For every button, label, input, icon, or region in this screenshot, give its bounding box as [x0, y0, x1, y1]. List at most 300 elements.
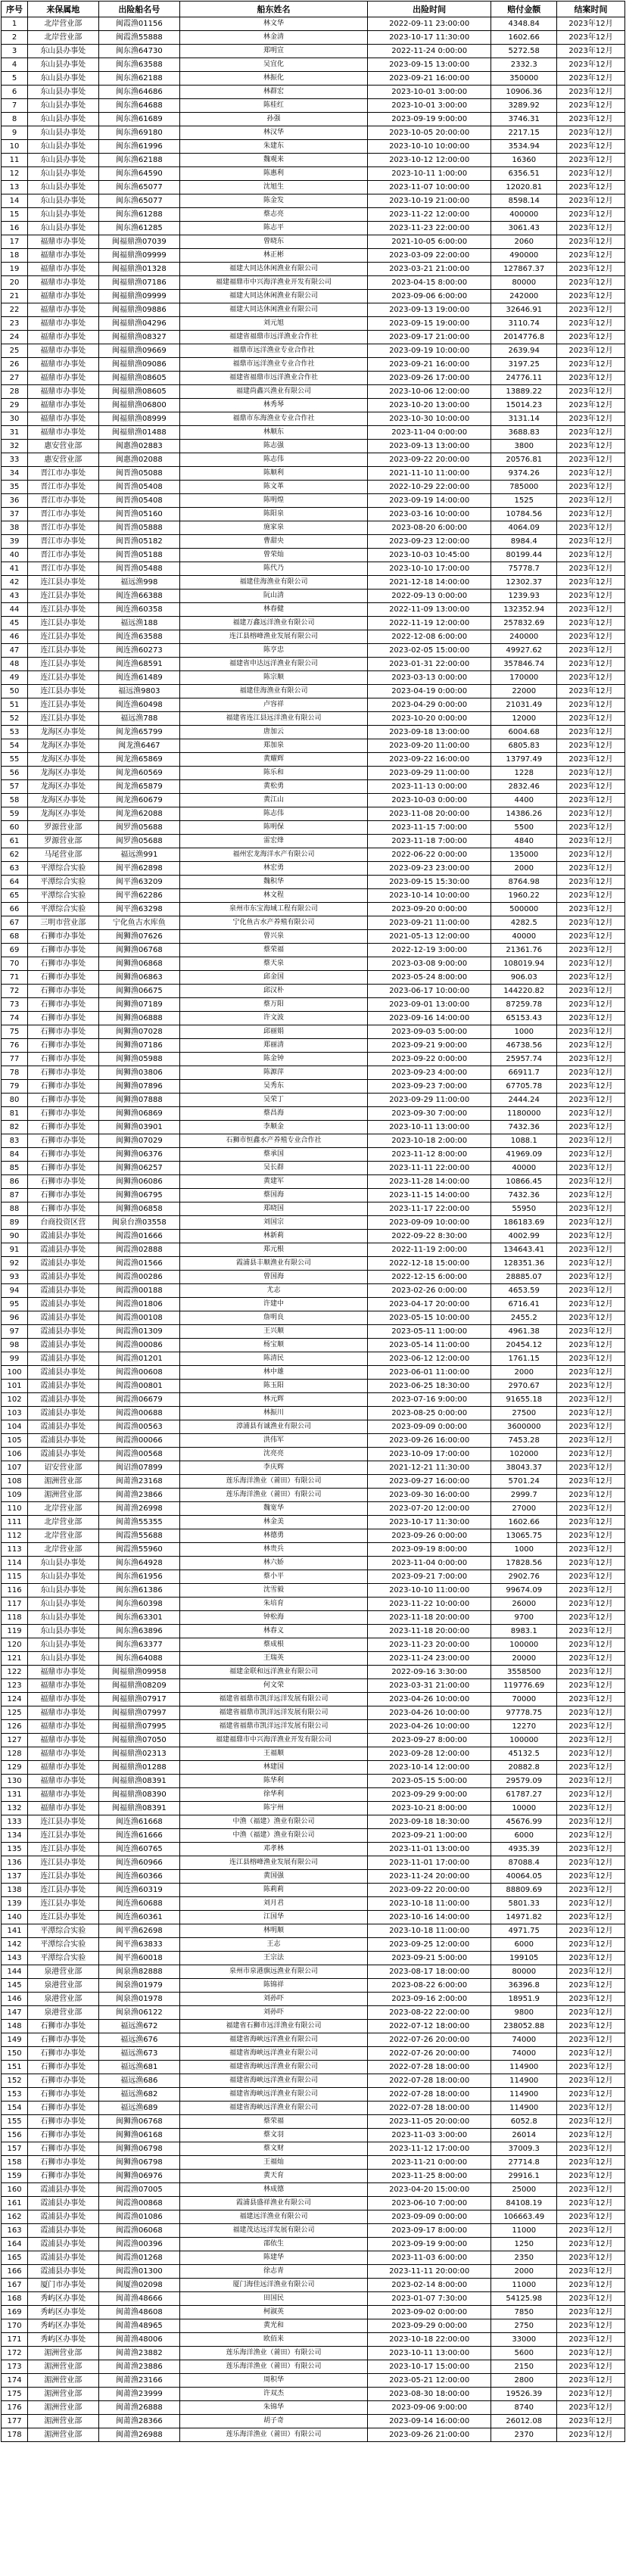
- cell-close-date: 2023年12月: [556, 944, 624, 957]
- cell-vessel: 福远渔672: [98, 2020, 180, 2033]
- cell-close-date: 2023年12月: [556, 2238, 624, 2251]
- cell-owner: 施家泉: [180, 521, 368, 535]
- table-row: [2, 767, 625, 780]
- cell-branch: 霞浦县办事处: [28, 2210, 99, 2224]
- cell-close-date: 2023年12月: [556, 2401, 624, 2415]
- cell-incident-time: 2023-02-26 0:00:00: [367, 1284, 491, 1298]
- cell-close-date: 2023年12月: [556, 1720, 624, 1734]
- cell-owner: 朱锦华: [180, 2401, 368, 2415]
- cell-incident-time: 2023-08-22 6:00:00: [367, 1979, 491, 1993]
- cell-incident-time: 2023-09-01 13:00:00: [367, 998, 491, 1012]
- cell-vessel: 闽莆渔26888: [98, 2401, 180, 2415]
- cell-owner: 钟松海: [180, 1611, 368, 1625]
- cell-incident-time: 2023-09-15 19:00:00: [367, 317, 491, 331]
- cell-owner: 福建省海峡远洋渔业有限公司: [180, 2047, 368, 2061]
- cell-incident-time: 2023-11-03 6:00:00: [367, 2251, 491, 2265]
- cell-owner: 黄建军: [180, 1175, 368, 1189]
- cell-close-date: 2023年12月: [556, 17, 624, 31]
- cell-amount: 32646.91: [491, 303, 556, 317]
- cell-index: 178: [2, 2428, 28, 2442]
- table-row: [2, 2156, 625, 2170]
- cell-close-date: 2023年12月: [556, 1829, 624, 1843]
- cell-owner: 陈惠利: [180, 167, 368, 181]
- cell-branch: 石狮市办事处: [28, 1189, 99, 1202]
- cell-index: 176: [2, 2401, 28, 2415]
- cell-incident-time: 2023-11-13 0:00:00: [367, 780, 491, 794]
- cell-index: 13: [2, 181, 28, 194]
- cell-index: 34: [2, 467, 28, 481]
- cell-index: 139: [2, 1897, 28, 1911]
- cell-vessel: 福远渔682: [98, 2088, 180, 2102]
- table-row: [2, 1366, 625, 1380]
- cell-close-date: 2023年12月: [556, 617, 624, 630]
- cell-index: 98: [2, 1339, 28, 1352]
- cell-owner: 曾荣灿: [180, 549, 368, 562]
- cell-vessel: 闽福鼎渔08999: [98, 412, 180, 426]
- table-row: [2, 276, 625, 290]
- table-row: [2, 426, 625, 440]
- cell-incident-time: 2023-09-21 5:00:00: [367, 1952, 491, 1965]
- cell-index: 22: [2, 303, 28, 317]
- table-row: [2, 412, 625, 426]
- cell-index: 148: [2, 2020, 28, 2033]
- cell-branch: 连江县办事处: [28, 1815, 99, 1829]
- cell-vessel: 闽泉渔01979: [98, 1979, 180, 1993]
- table-row: [2, 2102, 625, 2115]
- table-row: [2, 140, 625, 154]
- table-row: [2, 876, 625, 889]
- cell-vessel: 闽东渔61288: [98, 208, 180, 222]
- table-row: [2, 2020, 625, 2033]
- cell-incident-time: 2023-10-16 14:00:00: [367, 1911, 491, 1924]
- cell-owner: 林汉华: [180, 126, 368, 140]
- cell-vessel: 闽东渔69180: [98, 126, 180, 140]
- cell-branch: 东山县办事处: [28, 72, 99, 86]
- cell-index: 129: [2, 1761, 28, 1775]
- table-row: [2, 1053, 625, 1066]
- cell-incident-time: 2023-10-01 3:00:00: [367, 99, 491, 113]
- table-row: [2, 1993, 625, 2006]
- cell-close-date: 2023年12月: [556, 1679, 624, 1693]
- cell-branch: 石狮市办事处: [28, 1175, 99, 1189]
- cell-close-date: 2023年12月: [556, 1706, 624, 1720]
- table-row: [2, 1557, 625, 1570]
- cell-owner: 陈锦祥: [180, 1979, 368, 1993]
- cell-index: 47: [2, 644, 28, 658]
- cell-vessel: 闽东渔63301: [98, 1611, 180, 1625]
- table-row: [2, 72, 625, 86]
- cell-owner: 福鼎市东海渔业专业合作社: [180, 412, 368, 426]
- cell-incident-time: 2023-09-06 9:00:00: [367, 2401, 491, 2415]
- table-row: [2, 1652, 625, 1666]
- cell-vessel: 闽狮渔07029: [98, 1134, 180, 1148]
- table-row: [2, 862, 625, 876]
- cell-close-date: 2023年12月: [556, 1638, 624, 1652]
- cell-branch: 连江县办事处: [28, 685, 99, 698]
- cell-vessel: 福远渔681: [98, 2061, 180, 2074]
- cell-owner: 郑丽清: [180, 1039, 368, 1053]
- cell-owner: 石狮市恒鑫水产养殖专业合作社: [180, 1134, 368, 1148]
- cell-amount: 119776.69: [491, 1679, 556, 1693]
- cell-index: 39: [2, 535, 28, 549]
- cell-owner: 林建国: [180, 1761, 368, 1775]
- cell-close-date: 2023年12月: [556, 1734, 624, 1747]
- cell-owner: 福建省海峡远洋渔业有限公司: [180, 2033, 368, 2047]
- cell-index: 141: [2, 1924, 28, 1938]
- cell-incident-time: 2023-11-24 20:00:00: [367, 1870, 491, 1884]
- cell-index: 42: [2, 576, 28, 590]
- cell-owner: 莲乐海洋渔业（莆田）有限公司: [180, 2360, 368, 2374]
- cell-close-date: 2023年12月: [556, 2251, 624, 2265]
- cell-index: 114: [2, 1557, 28, 1570]
- table-row: [2, 1284, 625, 1298]
- cell-amount: 114900: [491, 2074, 556, 2088]
- cell-branch: 龙海区办事处: [28, 794, 99, 807]
- cell-amount: 5272.58: [491, 45, 556, 58]
- cell-branch: 连江县办事处: [28, 1911, 99, 1924]
- cell-vessel: 闽福鼎渔02313: [98, 1747, 180, 1761]
- cell-branch: 湄洲营业部: [28, 1475, 99, 1489]
- cell-vessel: 闽狮渔07896: [98, 1080, 180, 1094]
- cell-index: 127: [2, 1734, 28, 1747]
- cell-index: 11: [2, 154, 28, 167]
- cell-close-date: 2023年12月: [556, 685, 624, 698]
- table-row: [2, 1298, 625, 1311]
- cell-vessel: 福远渔689: [98, 2102, 180, 2115]
- cell-owner: 朱培育: [180, 1598, 368, 1611]
- cell-close-date: 2023年12月: [556, 2033, 624, 2047]
- cell-index: 170: [2, 2319, 28, 2333]
- cell-index: 45: [2, 617, 28, 630]
- cell-vessel: 闽霞渔00801: [98, 1380, 180, 1393]
- cell-vessel: 闽狮渔07186: [98, 1039, 180, 1053]
- cell-incident-time: 2023-09-29 11:00:00: [367, 767, 491, 780]
- cell-vessel: 闽莆渔23886: [98, 2360, 180, 2374]
- cell-owner: 许文波: [180, 1012, 368, 1025]
- cell-branch: 石狮市办事处: [28, 930, 99, 944]
- table-row: [2, 344, 625, 358]
- cell-index: 9: [2, 126, 28, 140]
- cell-close-date: 2023年12月: [556, 2279, 624, 2292]
- cell-close-date: 2023年12月: [556, 1979, 624, 1993]
- cell-vessel: 闽福鼎渔07995: [98, 1720, 180, 1734]
- cell-branch: 霞浦县办事处: [28, 1325, 99, 1339]
- table-row: [2, 154, 625, 167]
- cell-amount: 128351.36: [491, 1257, 556, 1271]
- table-row: [2, 1584, 625, 1598]
- cell-close-date: 2023年12月: [556, 412, 624, 426]
- table-row: [2, 1025, 625, 1039]
- table-row: [2, 317, 625, 331]
- table-row: [2, 835, 625, 848]
- cell-incident-time: 2022-07-28 18:00:00: [367, 2061, 491, 2074]
- cell-branch: 石狮市办事处: [28, 2047, 99, 2061]
- cell-branch: 石狮市办事处: [28, 1066, 99, 1080]
- cell-incident-time: 2021-05-13 12:00:00: [367, 930, 491, 944]
- cell-close-date: 2023年12月: [556, 167, 624, 181]
- cell-vessel: 闽龙渔65799: [98, 726, 180, 739]
- cell-vessel: 闽狮渔03901: [98, 1121, 180, 1134]
- cell-incident-time: 2023-01-31 22:00:00: [367, 658, 491, 671]
- cell-index: 41: [2, 562, 28, 576]
- cell-amount: 12270: [491, 1720, 556, 1734]
- cell-owner: 陈建华: [180, 2251, 368, 2265]
- cell-close-date: 2023年12月: [556, 1543, 624, 1557]
- cell-close-date: 2023年12月: [556, 31, 624, 45]
- cell-index: 120: [2, 1638, 28, 1652]
- cell-close-date: 2023年12月: [556, 2292, 624, 2306]
- table-row: [2, 1489, 625, 1502]
- cell-owner: 林振川: [180, 1407, 368, 1420]
- cell-branch: 湄洲营业部: [28, 2347, 99, 2360]
- cell-close-date: 2023年12月: [556, 1107, 624, 1121]
- table-row: [2, 1107, 625, 1121]
- cell-incident-time: 2023-11-23 20:00:00: [367, 1638, 491, 1652]
- cell-branch: 石狮市办事处: [28, 1202, 99, 1216]
- cell-close-date: 2023年12月: [556, 1802, 624, 1815]
- table-row: [2, 385, 625, 399]
- cell-amount: 2217.15: [491, 126, 556, 140]
- cell-owner: 魏积华: [180, 876, 368, 889]
- cell-branch: 石狮市办事处: [28, 1107, 99, 1121]
- cell-owner: 福建金联和远洋渔业有限公司: [180, 1666, 368, 1679]
- cell-vessel: 闽福鼎渔07917: [98, 1693, 180, 1706]
- table-row: [2, 399, 625, 412]
- cell-incident-time: 2023-06-17 10:00:00: [367, 985, 491, 998]
- cell-branch: 罗源营业部: [28, 835, 99, 848]
- cell-branch: 惠安营业部: [28, 453, 99, 467]
- cell-index: 72: [2, 985, 28, 998]
- cell-incident-time: 2023-09-17 21:00:00: [367, 331, 491, 344]
- cell-owner: 蔡成根: [180, 1638, 368, 1652]
- cell-amount: 108019.94: [491, 957, 556, 971]
- cell-amount: 10000: [491, 1802, 556, 1815]
- cell-branch: 龙海区办事处: [28, 739, 99, 753]
- cell-owner: 福建福鼎市中兴海洋渔业开发有限公司: [180, 1734, 368, 1747]
- cell-vessel: 闽晋渔05888: [98, 521, 180, 535]
- cell-vessel: 福远渔998: [98, 576, 180, 590]
- cell-index: 31: [2, 426, 28, 440]
- cell-owner: 郑晓国: [180, 1202, 368, 1216]
- cell-amount: 4002.99: [491, 1230, 556, 1243]
- cell-vessel: 闽狮渔07189: [98, 998, 180, 1012]
- cell-owner: 吴秀东: [180, 1080, 368, 1094]
- cell-vessel: 闽龙渔60569: [98, 767, 180, 780]
- cell-vessel: 闽霞渔06679: [98, 1393, 180, 1407]
- cell-close-date: 2023年12月: [556, 194, 624, 208]
- table-row: [2, 1598, 625, 1611]
- table-row: [2, 1162, 625, 1175]
- cell-close-date: 2023年12月: [556, 1284, 624, 1298]
- cell-close-date: 2023年12月: [556, 549, 624, 562]
- cell-vessel: 闽霞渔01268: [98, 2251, 180, 2265]
- cell-incident-time: 2021-12-18 14:00:00: [367, 576, 491, 590]
- cell-incident-time: 2022-07-12 18:00:00: [367, 2020, 491, 2033]
- cell-amount: 21361.76: [491, 944, 556, 957]
- cell-index: 46: [2, 630, 28, 644]
- cell-close-date: 2023年12月: [556, 126, 624, 140]
- cell-vessel: 闽泉台渔03558: [98, 1216, 180, 1230]
- header-close-date: 结案时间: [556, 2, 624, 17]
- cell-amount: 97778.75: [491, 1706, 556, 1720]
- cell-amount: 80199.44: [491, 549, 556, 562]
- cell-branch: 福鼎市办事处: [28, 235, 99, 249]
- cell-close-date: 2023年12月: [556, 2428, 624, 2442]
- cell-branch: 连江县办事处: [28, 644, 99, 658]
- cell-owner: 林明顺: [180, 1924, 368, 1938]
- cell-incident-time: 2023-09-19 14:00:00: [367, 494, 491, 508]
- cell-index: 20: [2, 276, 28, 290]
- cell-index: 79: [2, 1080, 28, 1094]
- cell-branch: 石狮市办事处: [28, 1094, 99, 1107]
- table-row: [2, 2401, 625, 2415]
- cell-index: 68: [2, 930, 28, 944]
- cell-vessel: 闽东渔61285: [98, 222, 180, 235]
- cell-vessel: 闽霞渔00286: [98, 1271, 180, 1284]
- cell-index: 155: [2, 2115, 28, 2129]
- cell-owner: 蔡昌海: [180, 1107, 368, 1121]
- cell-owner: 陈阳泉: [180, 508, 368, 521]
- cell-index: 152: [2, 2074, 28, 2088]
- cell-branch: 连江县办事处: [28, 671, 99, 685]
- cell-branch: 东山县办事处: [28, 126, 99, 140]
- cell-incident-time: 2023-09-29 11:00:00: [367, 1094, 491, 1107]
- table-row: [2, 1393, 625, 1407]
- cell-amount: 1088.1: [491, 1134, 556, 1148]
- cell-branch: 秀屿区办事处: [28, 2319, 99, 2333]
- cell-close-date: 2023年12月: [556, 235, 624, 249]
- cell-vessel: 闽莆渔23882: [98, 2347, 180, 2360]
- cell-vessel: 闽晋渔05088: [98, 467, 180, 481]
- cell-branch: 东山县办事处: [28, 99, 99, 113]
- cell-index: 172: [2, 2347, 28, 2360]
- table-row: [2, 576, 625, 590]
- cell-index: 7: [2, 99, 28, 113]
- cell-index: 16: [2, 222, 28, 235]
- cell-index: 133: [2, 1815, 28, 1829]
- cell-incident-time: 2023-09-30 16:00:00: [367, 1489, 491, 1502]
- cell-index: 64: [2, 876, 28, 889]
- cell-branch: 东山县办事处: [28, 194, 99, 208]
- table-row: [2, 508, 625, 521]
- cell-owner: 邓孝林: [180, 1843, 368, 1856]
- cell-index: 101: [2, 1380, 28, 1393]
- cell-branch: 连江县办事处: [28, 1843, 99, 1856]
- cell-close-date: 2023年12月: [556, 644, 624, 658]
- cell-amount: 5500: [491, 821, 556, 835]
- cell-branch: 石狮市办事处: [28, 2129, 99, 2142]
- cell-branch: 马尾营业部: [28, 848, 99, 862]
- cell-vessel: 闽福鼎渔08390: [98, 1788, 180, 1802]
- cell-index: 150: [2, 2047, 28, 2061]
- cell-amount: 2970.67: [491, 1380, 556, 1393]
- table-row: [2, 467, 625, 481]
- cell-branch: 连江县办事处: [28, 1884, 99, 1897]
- cell-branch: 三明市营业部: [28, 916, 99, 930]
- table-row: [2, 2142, 625, 2156]
- cell-index: 55: [2, 753, 28, 767]
- table-row: [2, 263, 625, 276]
- cell-branch: 晋江市办事处: [28, 508, 99, 521]
- cell-index: 27: [2, 372, 28, 385]
- cell-close-date: 2023年12月: [556, 767, 624, 780]
- table-row: [2, 2319, 625, 2333]
- cell-incident-time: 2023-09-26 0:00:00: [367, 1529, 491, 1543]
- cell-vessel: 闽狮渔05988: [98, 1053, 180, 1066]
- cell-vessel: 闽福鼎渔06800: [98, 399, 180, 412]
- cell-incident-time: 2023-08-22 22:00:00: [367, 2006, 491, 2020]
- cell-close-date: 2023年12月: [556, 290, 624, 303]
- cell-branch: 东山县办事处: [28, 1557, 99, 1570]
- cell-close-date: 2023年12月: [556, 957, 624, 971]
- cell-amount: 12302.37: [491, 576, 556, 590]
- cell-close-date: 2023年12月: [556, 1965, 624, 1979]
- table-row: [2, 685, 625, 698]
- cell-close-date: 2023年12月: [556, 2306, 624, 2319]
- cell-incident-time: 2023-09-16 2:00:00: [367, 1993, 491, 2006]
- cell-incident-time: 2023-11-28 14:00:00: [367, 1175, 491, 1189]
- cell-vessel: 闽东渔61996: [98, 140, 180, 154]
- cell-index: 96: [2, 1311, 28, 1325]
- cell-owner: 福建省福鼎市远洋渔业合作社: [180, 331, 368, 344]
- cell-amount: 9800: [491, 2006, 556, 2020]
- cell-amount: 18951.9: [491, 1993, 556, 2006]
- cell-owner: 林秀琴: [180, 399, 368, 412]
- cell-close-date: 2023年12月: [556, 303, 624, 317]
- cell-branch: 石狮市办事处: [28, 2170, 99, 2183]
- cell-index: 76: [2, 1039, 28, 1053]
- cell-close-date: 2023年12月: [556, 1189, 624, 1202]
- cell-close-date: 2023年12月: [556, 72, 624, 86]
- table-row: [2, 1148, 625, 1162]
- table-row: [2, 521, 625, 535]
- table-row: [2, 780, 625, 794]
- table-body: [2, 17, 625, 2442]
- cell-vessel: 闽连渔60765: [98, 1843, 180, 1856]
- table-row: [2, 753, 625, 767]
- cell-branch: 东山县办事处: [28, 222, 99, 235]
- cell-incident-time: 2023-11-07 10:00:00: [367, 181, 491, 194]
- cell-incident-time: 2023-09-27 8:00:00: [367, 1734, 491, 1747]
- cell-vessel: 闽福鼎渔04296: [98, 317, 180, 331]
- cell-close-date: 2023年12月: [556, 1202, 624, 1216]
- cell-incident-time: 2023-09-09 0:00:00: [367, 1420, 491, 1434]
- cell-vessel: 闽平渔60018: [98, 1952, 180, 1965]
- cell-branch: 东山县办事处: [28, 1638, 99, 1652]
- cell-incident-time: 2023-09-09 0:00:00: [367, 2210, 491, 2224]
- cell-amount: 785000: [491, 481, 556, 494]
- cell-owner: 林春健: [180, 603, 368, 617]
- cell-incident-time: 2023-09-23 23:00:00: [367, 862, 491, 876]
- cell-owner: 陈文革: [180, 481, 368, 494]
- cell-incident-time: 2023-03-31 21:00:00: [367, 1679, 491, 1693]
- cell-vessel: 闽福鼎渔08391: [98, 1802, 180, 1815]
- cell-index: 69: [2, 944, 28, 957]
- cell-branch: 龙海区办事处: [28, 767, 99, 780]
- cell-branch: 福鼎市办事处: [28, 1747, 99, 1761]
- cell-vessel: 闽霞渔00188: [98, 1284, 180, 1298]
- cell-vessel: 闽连渔60498: [98, 698, 180, 712]
- cell-incident-time: 2023-09-22 0:00:00: [367, 1053, 491, 1066]
- cell-incident-time: 2022-12-15 6:00:00: [367, 1271, 491, 1284]
- cell-index: 10: [2, 140, 28, 154]
- cell-amount: 3534.94: [491, 140, 556, 154]
- cell-branch: 北岸营业部: [28, 17, 99, 31]
- cell-incident-time: 2023-09-29 0:00:00: [367, 2319, 491, 2333]
- cell-branch: 石狮市办事处: [28, 2074, 99, 2088]
- cell-amount: 238052.88: [491, 2020, 556, 2033]
- cell-close-date: 2023年12月: [556, 2088, 624, 2102]
